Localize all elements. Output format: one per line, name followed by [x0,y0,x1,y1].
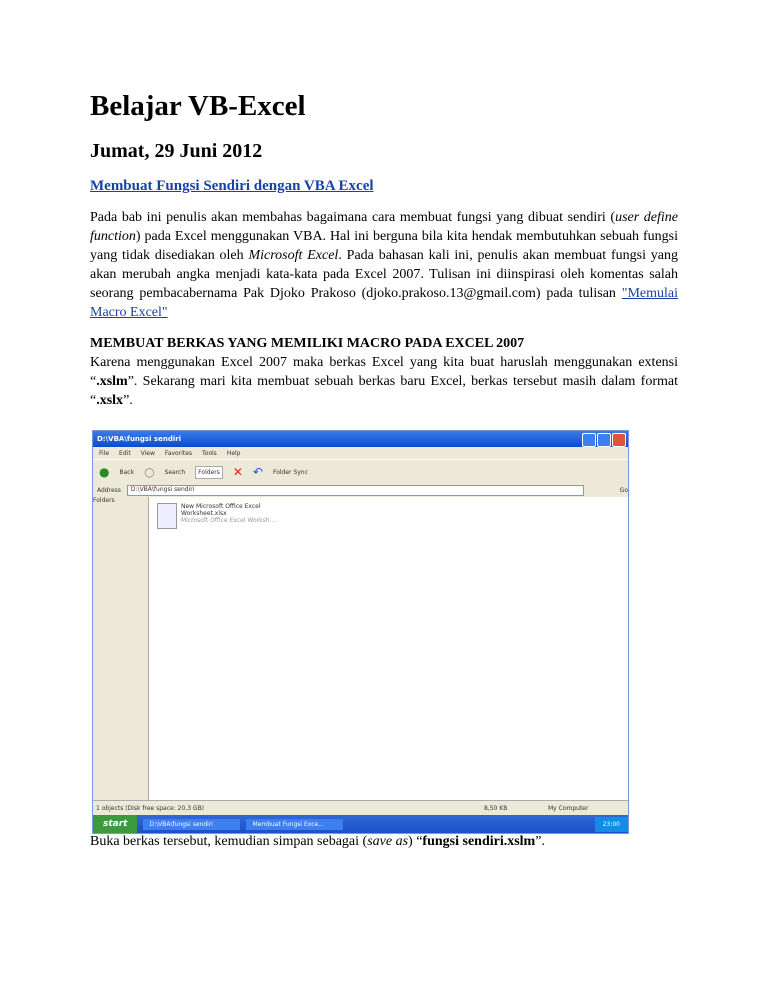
section-heading: MEMBUAT BERKAS YANG MEMILIKI MACRO PADA EXCEL 2007 [90,336,525,351]
menu-item: Edit [119,449,131,457]
text: Microsoft Excel [248,248,339,263]
menu-bar [93,447,628,459]
document [90,88,678,410]
go-label: Go [619,487,628,494]
file-name: New Microsoft Office Excel [181,503,261,510]
folder-sync-label: Folder Sync [272,468,308,476]
post-title [90,176,678,196]
status-size: 8,50 KB [484,804,508,812]
file-type: Microsoft Office Excel Worksh... [181,517,276,524]
text: Buka berkas tersebut, kemudian simpan sebagai ( [90,834,368,849]
address-field: D:\VBA\fungsi sendiri [127,485,584,496]
excel-file-icon [157,503,177,529]
blog-title: Belajar VB-Excel [90,90,306,122]
back-label: Back [119,468,135,476]
minimize-icon [582,433,596,447]
text: ”. Sekarang mari kita membuat sebuah berkas baru Excel, berkas tersebut masih dalam format “ [90,374,678,408]
taskbar-item: Membuat Fungsi Exce... [246,819,343,830]
menu-item: File [99,449,110,457]
text: ”. [123,393,133,408]
taskbar-item: D:\VBA\fungsi sendiri [143,819,240,830]
file-item [181,503,275,794]
close-icon [612,433,626,447]
explorer-main [93,497,628,800]
status-bar [93,800,628,815]
text: ”. [535,834,545,849]
text: fungsi sendiri.xslm [422,834,536,849]
menu-item: Tools [202,449,217,457]
maximize-icon [597,433,611,447]
menu-item: Help [226,449,241,457]
post-title-link[interactable]: Membuat Fungsi Sendiri dengan VBA Excel [90,178,374,194]
folders-label: Folders [93,497,115,504]
text: . Pada bahasan kali ini, penulis akan membuat fungsi yang akan merubah angka menjadi kata-kata pada Excel 2007. Tulisan ini diinspirasi oleh komentas salah seorang pembacabernama Pak Djoko Prakoso (djoko.prakoso.13@gmail.com) pada tulisan [90,248,678,301]
text: user define function [90,210,679,244]
status-text: 1 objects (Disk free space: 20,3 GB) [96,804,205,812]
text: Karena menggunakan Excel 2007 maka berkas Excel yang kita buat haruslah menggunakan extensi “ [90,355,678,389]
address-bar [93,484,628,497]
closing-paragraph [90,832,545,851]
delete-icon: ✕ [232,465,243,479]
window-title: D:\VBA\fungsi sendiri [93,431,628,447]
clock: 23:00 [595,817,628,832]
text: .xslm [96,374,128,389]
intro-paragraph [90,208,678,322]
text: .xslx [96,393,124,408]
file-list [149,497,628,800]
address-label: Address [97,487,121,494]
explorer-screenshot [92,430,629,834]
section-paragraph [90,353,678,410]
forward-icon: ○ [144,465,155,479]
file-name: Worksheet.xlsx [181,510,227,517]
text: ) “ [408,834,423,849]
folders-pane [93,497,149,800]
start-button: start [93,815,137,833]
text: save as [367,834,409,849]
status-location: My Computer [548,804,589,812]
menu-item: View [140,449,155,457]
undo-icon: ↶ [252,465,263,479]
menu-item: Favorites [164,449,193,457]
taskbar [93,815,628,833]
folders-label: Folders [195,466,223,479]
toolbar [93,459,628,484]
back-icon: ● [99,465,110,479]
search-label: Search [164,468,186,476]
memulai-macro-link[interactable]: "Memulai Macro Excel" [90,286,678,320]
post-date: Jumat, 29 Juni 2012 [90,140,263,162]
text: ) pada Excel menggunakan VBA. Hal ini berguna bila kita hendak membutuhkan sebuah fungsi yang tidak disediakan oleh [90,229,678,263]
text: Pada bab ini penulis akan membahas bagaimana cara membuat fungsi yang dibuat sendiri ( [90,210,616,225]
